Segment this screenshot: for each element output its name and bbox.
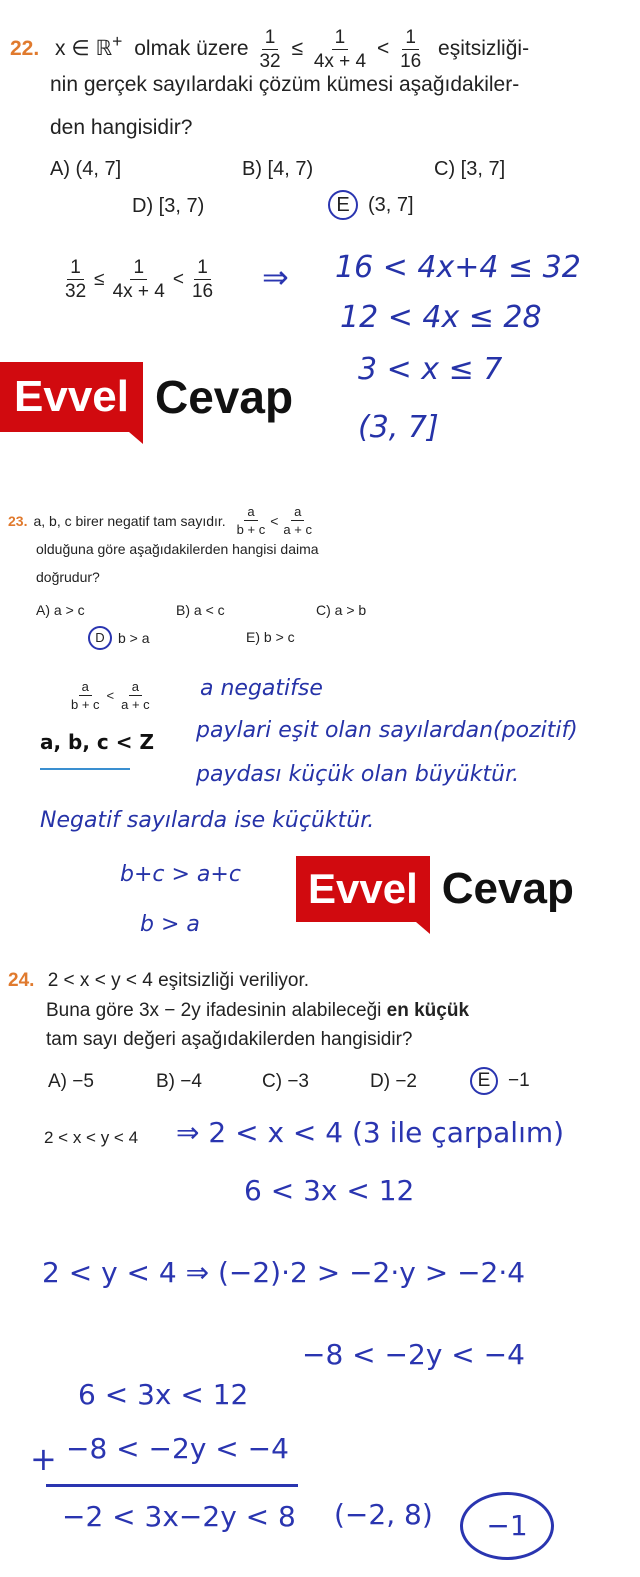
brand-logo bbox=[0, 362, 293, 432]
q22-domain-sup: + bbox=[112, 31, 123, 52]
q22-frac-3: $\frac{1}{16}$ bbox=[400, 27, 422, 72]
q23-frac-1: $\frac{a}{b + c}$ bbox=[236, 504, 266, 537]
q24-sum-line bbox=[46, 1484, 298, 1487]
q24-option-e-value: −1 bbox=[508, 1070, 530, 1091]
q24-option-b[interactable]: B) −4 bbox=[156, 1071, 202, 1092]
answer-circle-e: E bbox=[470, 1067, 498, 1095]
q23-option-b[interactable]: B) a < c bbox=[176, 602, 225, 618]
q22-option-c[interactable]: C) [3, 7] bbox=[434, 158, 506, 180]
answer-circle-e: E bbox=[328, 190, 358, 220]
q22-work-inequality: $\frac{1}{32}$ ≤ $\frac{1}{4x + 4}$ < $\frac{1}{16}$ bbox=[65, 257, 214, 302]
q23-frac-2: $\frac{a}{a + c}$ bbox=[283, 504, 312, 537]
q22-hw-line2: 12 < 4x ≤ 28 bbox=[340, 300, 542, 335]
q24-hw-answer-circle: −1 bbox=[460, 1492, 554, 1560]
q23-hw-line2: a, b, c < Z bbox=[40, 730, 154, 754]
q23-hw-line1: a negatifse bbox=[200, 676, 323, 701]
q22-option-b[interactable]: B) [4, 7) bbox=[242, 158, 314, 180]
q24-stem-line1 bbox=[8, 970, 309, 992]
q23-work-inequality: $\frac{a}{b + c}$ < $\frac{a}{a + c}$ bbox=[71, 679, 150, 712]
q24-number: 24. bbox=[8, 970, 35, 991]
q23-option-d-value: b > a bbox=[118, 630, 150, 646]
q24-hw-line1: ⇒ 2 < x < 4 (3 ile çarpalım) bbox=[176, 1116, 565, 1149]
brand-logo-red-2: Evvel bbox=[296, 856, 430, 922]
q23-stem-line1: 23. a, b, c birer negatif tam sayıdır. $\frac{a}{b + c}$ < $\frac{a}{a + c}$ bbox=[8, 505, 317, 536]
q24-stem-line3: tam sayı değeri aşağıdakilerden hangisidir? bbox=[46, 1029, 413, 1050]
q23-hw-line7: b > a bbox=[140, 912, 200, 937]
q22-hw-arrow: ⇒ bbox=[262, 258, 289, 296]
q23-option-e[interactable]: E) b > c bbox=[246, 629, 295, 645]
q23-option-d[interactable] bbox=[88, 626, 150, 650]
q23-number: 23. bbox=[8, 512, 28, 529]
q22-option-e-value: (3, 7] bbox=[368, 193, 414, 216]
answer-circle-d: D bbox=[88, 626, 112, 650]
q24-hw-line4: −8 < −2y < −4 bbox=[302, 1338, 525, 1371]
q24-hw-line3: 2 < y < 4 ⇒ (−2)·2 > −2·y > −2·4 bbox=[42, 1256, 526, 1289]
q24-work-given: 2 < x < y < 4 bbox=[44, 1128, 139, 1147]
q22-option-d[interactable]: D) [3, 7) bbox=[132, 195, 205, 217]
q22-stem-text-end: eşitsizliği- bbox=[438, 37, 530, 61]
brand-logo-black: Cevap bbox=[154, 371, 294, 423]
q22-number: 22. bbox=[10, 37, 40, 61]
q23-stem-text: a, b, c birer negatif tam sayıdır. bbox=[33, 512, 226, 529]
q24-option-a[interactable]: A) −5 bbox=[48, 1071, 94, 1092]
q23-hw-line6: b+c > a+c bbox=[120, 862, 241, 887]
q24-hw-line6: −8 < −2y < −4 bbox=[66, 1432, 289, 1465]
q24-hw-line8: (−2, 8) bbox=[334, 1498, 433, 1531]
q23-option-a[interactable]: A) a > c bbox=[36, 602, 85, 618]
q24-hw-plus: + bbox=[30, 1440, 57, 1478]
q23-hw-line5: Negatif sayılarda ise küçüktür. bbox=[40, 808, 375, 833]
q22-hw-line3: 3 < x ≤ 7 bbox=[358, 352, 503, 387]
q22-option-a[interactable]: A) (4, 7] bbox=[50, 158, 122, 180]
q22-stem-text: olmak üzere bbox=[134, 37, 249, 61]
q24-emphasis: en küçük bbox=[386, 1000, 470, 1021]
q24-stem-text: 2 < x < y < 4 eşitsizliği veriliyor. bbox=[47, 970, 310, 991]
q22-stem-line3: den hangisidir? bbox=[50, 116, 193, 139]
q24-hw-line5: 6 < 3x < 12 bbox=[78, 1378, 249, 1411]
q24-option-d[interactable]: D) −2 bbox=[370, 1071, 417, 1092]
q22-option-e[interactable] bbox=[328, 190, 414, 220]
q22-hw-line1: 16 < 4x+4 ≤ 32 bbox=[335, 250, 581, 285]
brand-logo-red: Evvel bbox=[0, 362, 143, 432]
q22-frac-2: $\frac{1}{4x + 4}$ bbox=[313, 27, 367, 72]
q22-op-2: < bbox=[376, 37, 390, 61]
q24-hw-line7: −2 < 3x−2y < 8 bbox=[62, 1500, 296, 1533]
q23-stem-line3: doğrudur? bbox=[36, 569, 100, 585]
q22-stem-line1 bbox=[10, 28, 529, 71]
q24-stem-line2: Buna göre 3x − 2y ifadesinin alabileceği en küçük bbox=[46, 1000, 470, 1021]
brand-logo-black-2: Cevap bbox=[441, 864, 574, 913]
q22-domain: x ∈ ℝ bbox=[55, 37, 113, 61]
q22-stem-line2: nin gerçek sayılardaki çözüm kümesi aşağıdakiler- bbox=[50, 73, 520, 96]
q22-op-1: ≤ bbox=[291, 37, 303, 61]
q24-option-e[interactable] bbox=[470, 1067, 530, 1095]
q24-hw-line2: 6 < 3x < 12 bbox=[244, 1174, 415, 1207]
brand-logo-2 bbox=[296, 856, 574, 922]
q23-stem-line2: olduğuna göre aşağıdakilerden hangisi daima bbox=[36, 541, 319, 557]
q22-frac-1: $\frac{1}{32}$ bbox=[259, 27, 281, 72]
q24-option-c[interactable]: C) −3 bbox=[262, 1071, 309, 1092]
q23-hw-line4: paydası küçük olan büyüktür. bbox=[196, 762, 520, 787]
q23-option-c[interactable]: C) a > b bbox=[316, 602, 367, 618]
q23-hw-line3: paylari eşit olan sayılardan(pozitif) bbox=[196, 718, 578, 743]
q23-underline bbox=[40, 768, 130, 770]
q22-hw-line4: (3, 7] bbox=[358, 410, 439, 445]
